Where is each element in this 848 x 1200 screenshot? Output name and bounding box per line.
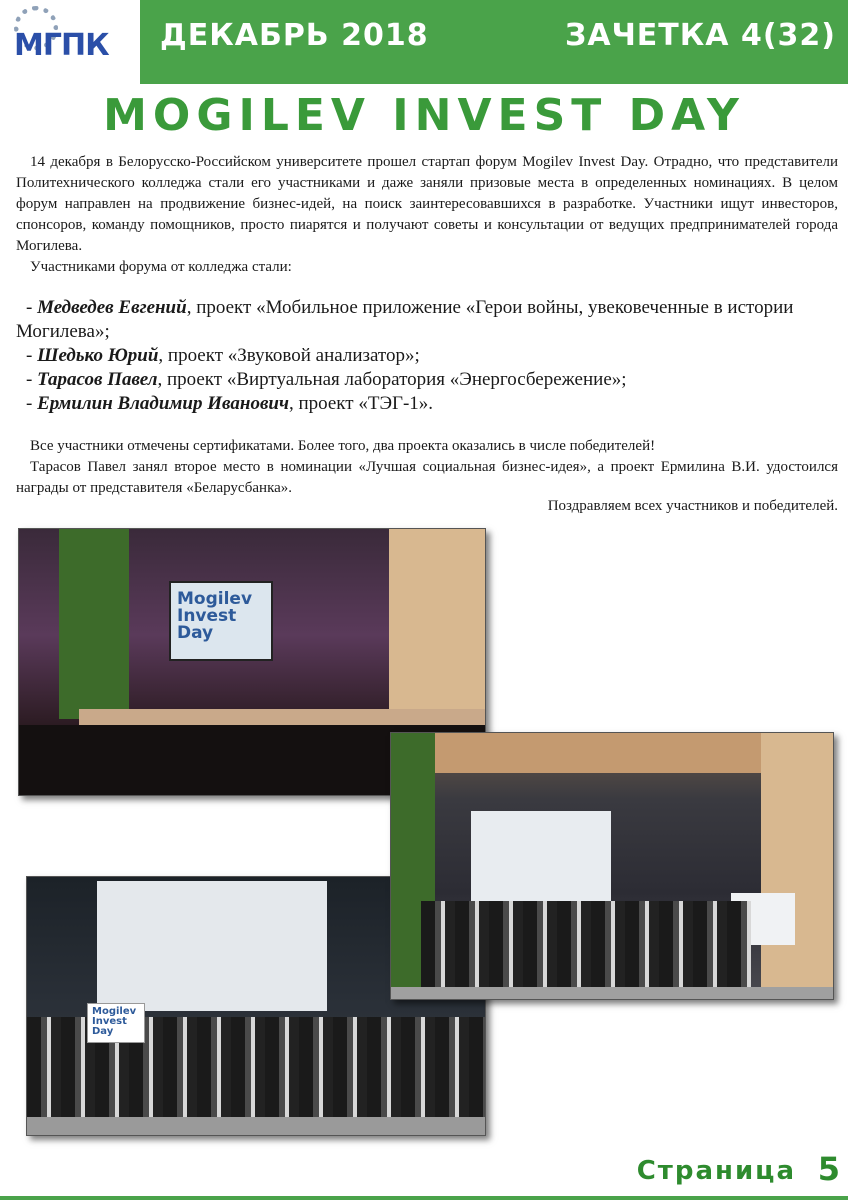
article-intro <box>16 152 838 278</box>
college-logo <box>0 0 140 84</box>
list-item <box>16 392 838 416</box>
participant-name: Тарасов Павел <box>37 369 158 390</box>
screen-logo: Mogilev Invest Day <box>177 589 253 643</box>
winners-paragraph: Тарасов Павел занял второе место в номинации «Лучшая социальная бизнес-идея», а проект Ермилина В.И. удостоился награды от представителя «Беларусбанка». <box>16 459 838 496</box>
list-dash: - <box>26 393 38 414</box>
list-item <box>16 368 838 392</box>
list-dash: - <box>26 297 38 318</box>
article-results <box>16 436 838 499</box>
participant-project: , проект «ТЭГ-1». <box>288 393 434 414</box>
page-number: 5 <box>817 1150 840 1188</box>
list-item <box>16 296 838 344</box>
participants-list <box>16 296 838 416</box>
issue-date: ДЕКАБРЬ 2018 <box>160 18 429 53</box>
stage-screen <box>169 581 273 661</box>
participants-intro: Участниками форума от колледжа стали: <box>30 259 292 275</box>
participants-group <box>421 901 751 987</box>
issue-number: ЗАЧЕТКА 4(32) <box>565 18 836 53</box>
participant-project: , проект «Виртуальная лаборатория «Энергосбережение»; <box>157 369 627 390</box>
header-bar <box>0 0 848 84</box>
curtain-right <box>389 529 485 729</box>
projection-screen <box>471 811 611 911</box>
participant-name: Ермилин Владимир Иванович <box>37 393 289 414</box>
curtain-left <box>59 529 129 719</box>
participant-name: Медведев Евгений <box>37 297 187 318</box>
participant-project: , проект «Мобильное приложение «Герои войны, увековеченные в истории Могилева»; <box>16 297 794 342</box>
participant-name: Шедько Юрий <box>37 345 159 366</box>
logo-text: МГПК <box>14 28 109 63</box>
participant-project: , проект «Звуковой анализатор»; <box>158 345 420 366</box>
certificates-paragraph: Все участники отмечены сертификатами. Более того, два проекта оказались в числе победителей! <box>30 438 656 454</box>
footer-bar <box>0 1196 848 1200</box>
photo-group-stage <box>390 732 834 1000</box>
curtain-right <box>761 733 833 999</box>
list-item <box>16 344 838 368</box>
podium-logo: Mogilev Invest Day <box>92 1006 137 1037</box>
stage-floor <box>27 1117 485 1135</box>
list-dash: - <box>26 369 38 390</box>
article-title: MOGILEV INVEST DAY <box>103 90 745 141</box>
stage-floor <box>391 987 833 999</box>
list-dash: - <box>26 345 38 366</box>
intro-paragraph: 14 декабря в Белорусско-Российском университете прошел стартап форум Mogilev Invest Day. Отрадно, что представители Политехнического колледжа стали его участниками и даже заняли призовые места в определенных номинациях. В целом форум направлен на продвижение бизнес-идей, на поиск заинтересовавшихся в разработке. Участники ищут инвесторов, спонсоров, команду помощников, просто пиарятся и получают советы и консультации от ведущих предпринимателей города Могилева. <box>16 154 838 254</box>
congrats-line: Поздравляем всех участников и победителей. <box>547 498 838 514</box>
page-label: Страница <box>636 1156 796 1186</box>
podium-banner <box>87 1003 145 1043</box>
projection-screen <box>97 881 327 1011</box>
